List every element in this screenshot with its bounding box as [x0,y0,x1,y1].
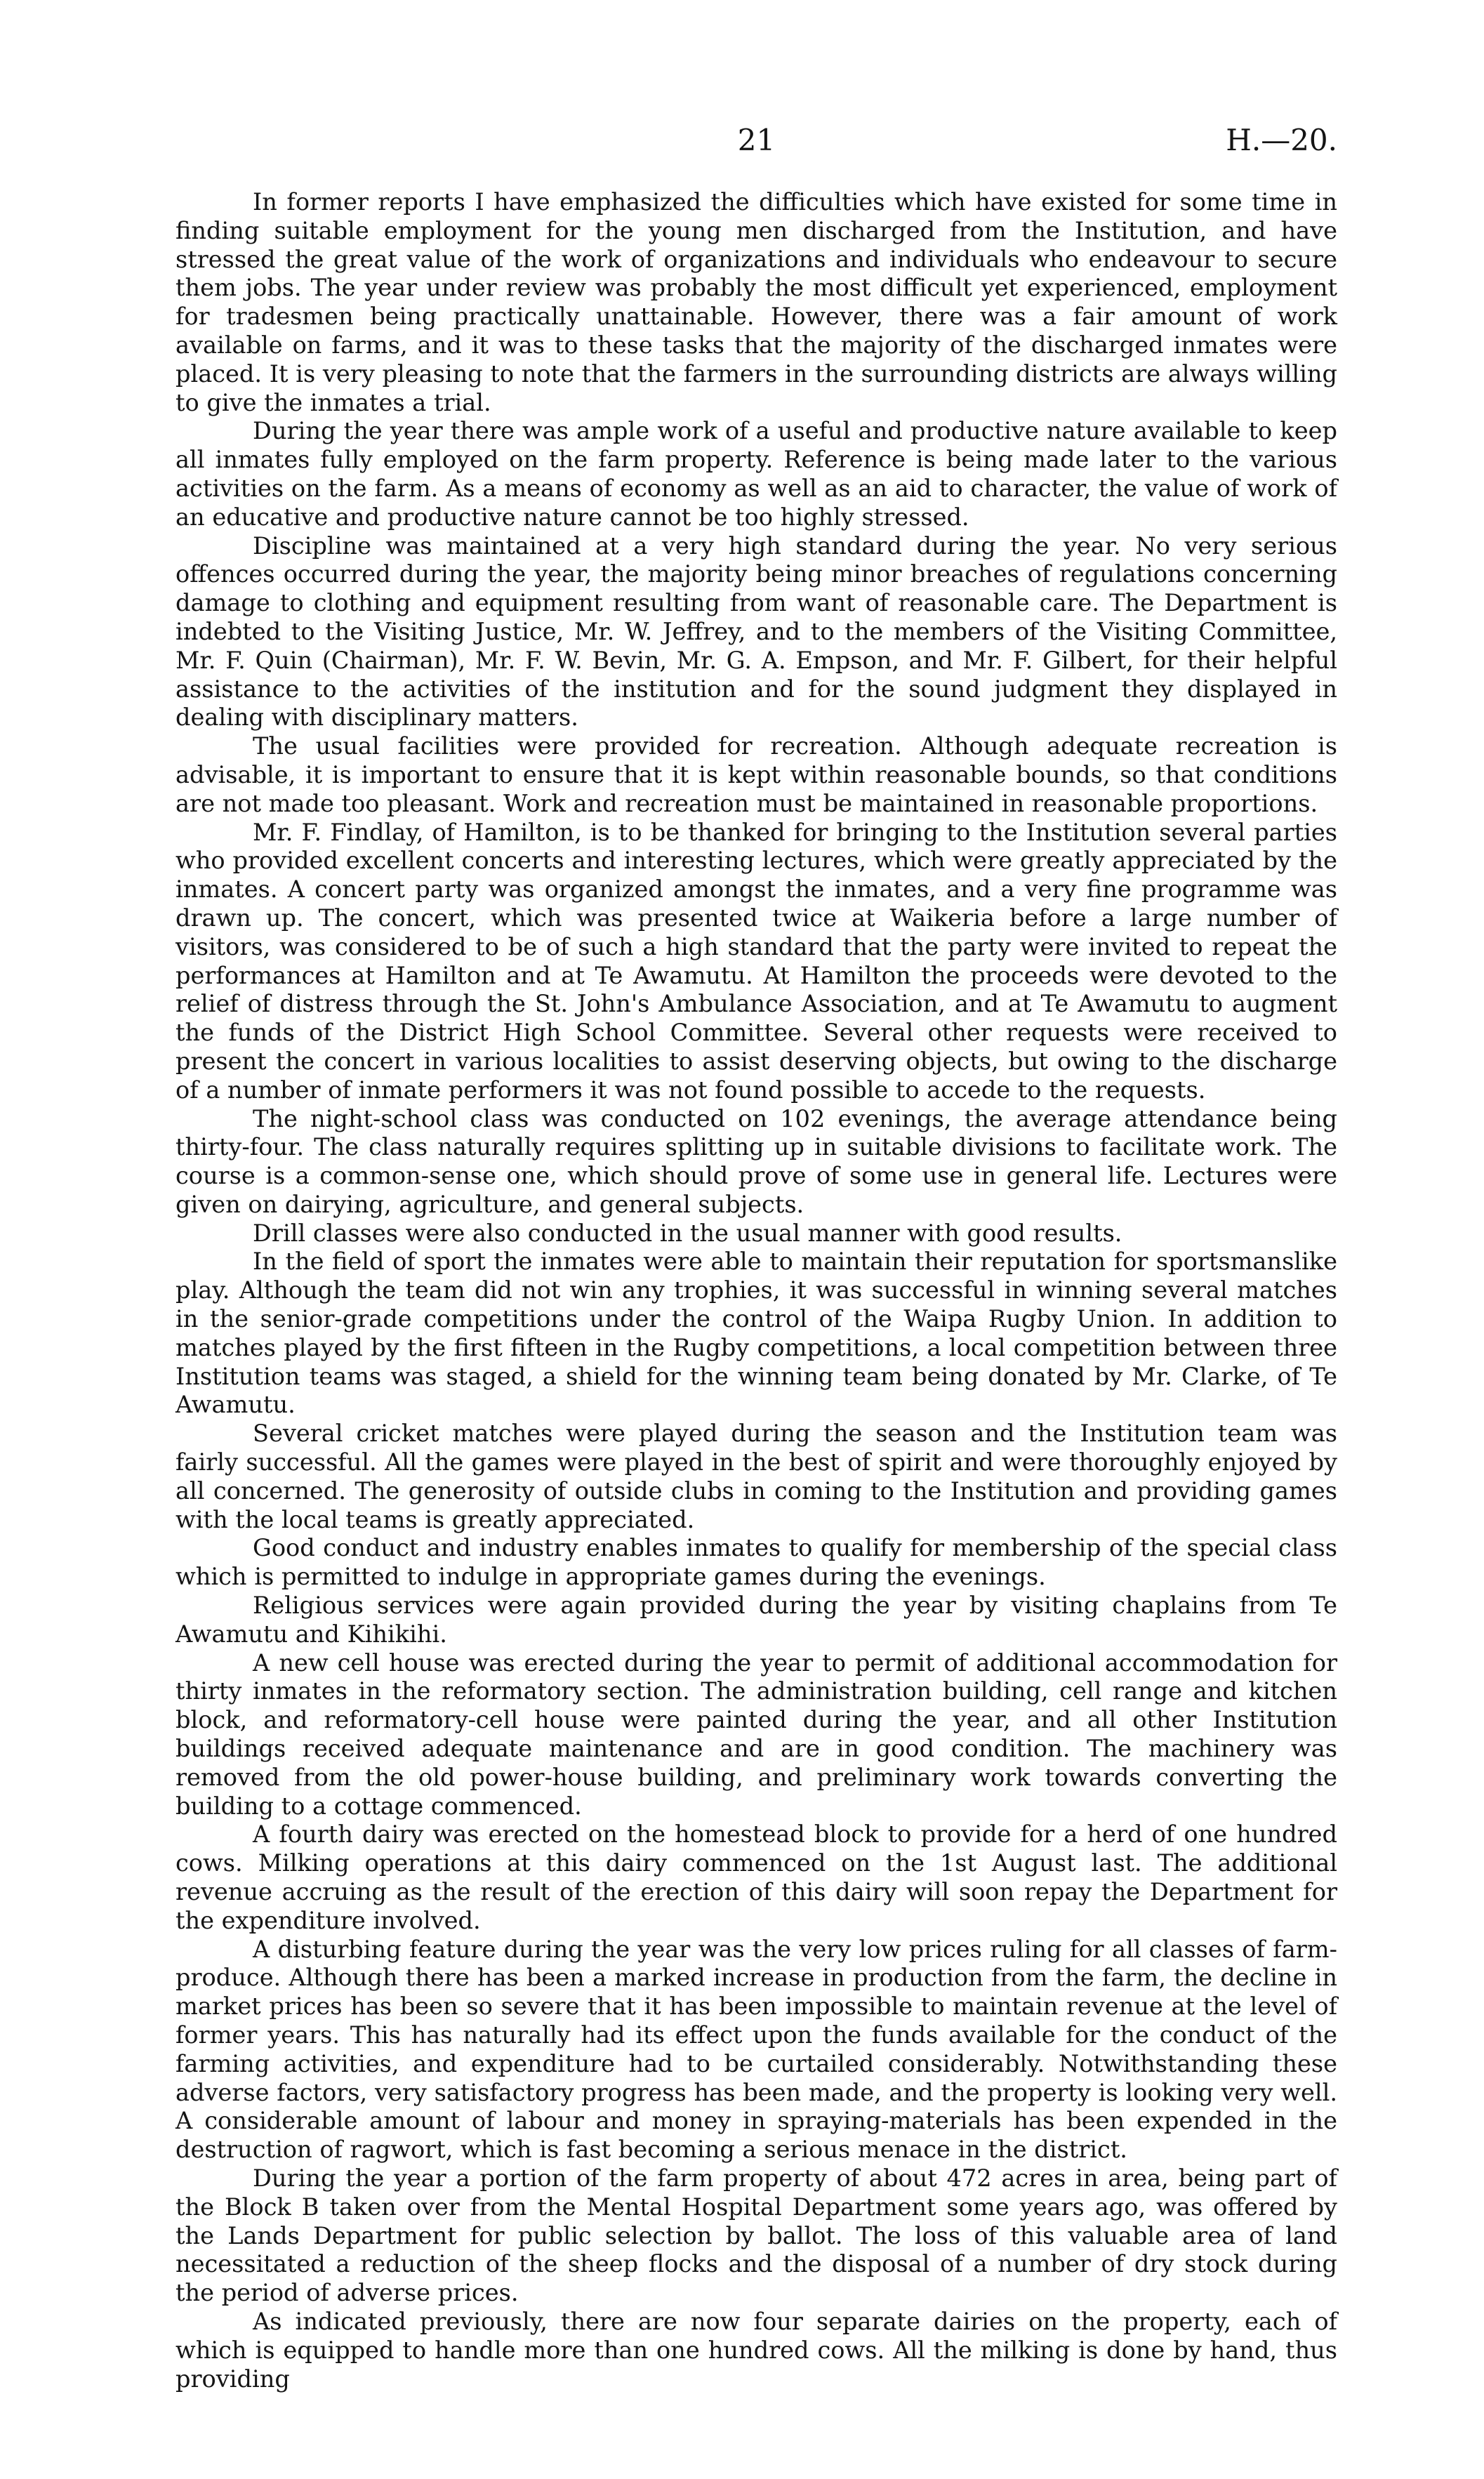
paragraph-drill: Drill classes were also conducted in the usual manner with good results. [253,1219,1122,1247]
paragraph-cell-house: A new cell house was erected during the year to permit of additional accommodation for thirty inmates in the reformatory section. The administration building, cell range and kitchen block, and reformatory-cell house were painted during the year, and all other Institution buildings received adequate maintenance and are in good condition. The machinery was removed from the old power-house building, and preliminary work towards converting the building to a cottage commenced. [175,1648,1337,1820]
paragraph-recreation: The usual facilities were provided for recreation. Although adequate recreation is advisable, it is important to ensure that it is kept within reasonable bounds, so that conditions are not made too pleasant. Work and recreation must be maintained in reasonable proportions. [175,732,1337,817]
body-text [175,188,1337,2393]
paragraph-fourth-dairy: A fourth dairy was erected on the homestead block to provide for a herd of one hundred cows. Milking operations at this dairy commenced on the 1st August last. The additional revenue accruing as the result of the erection of this dairy will soon repay the Department for the expenditure involved. [175,1820,1337,1934]
page-header [175,119,1337,161]
paragraph-employment: In former reports I have emphasized the difficulties which have existed for some time in finding suitable employment for the young men discharged from the Institution, and have stressed the great value of the work of organizations and individuals who endeavour to secure them jobs. The year under review was probably the most difficult yet experienced, employment for tradesmen being practically unattainable. However, there was a fair amount of work available on farms, and it was to these tasks that the majority of the discharged inmates were placed. It is very pleasing to note that the farmers in the surrounding districts are always willing to give the inmates a trial. [175,188,1337,416]
paragraph-special-class: Good conduct and industry enables inmates to qualify for membership of the special class which is permitted to indulge in appropriate games during the evenings. [175,1534,1337,1591]
paragraph-concerts: Mr. F. Findlay, of Hamilton, is to be thanked for bringing to the Institution several parties who provided excellent concerts and interesting lectures, which were greatly appreciated by the inmates. A concert party was organized amongst the inmates, and a very fine programme was drawn up. The concert, which was presented twice at Waikeria before a large number of visitors, was considered to be of such a high standard that the party were invited to repeat the performances at Hamilton and at Te Awamutu. At Hamilton the proceeds were devoted to the relief of distress through the St. John's Ambulance Association, and at Te Awamutu to augment the funds of the District High School Committee. Several other requests were received to present the concert in various localities to assist deserving objects, but owing to the discharge of a number of inmate performers it was not found possible to accede to the requests. [175,818,1337,1104]
paragraph-night-school: The night-school class was conducted on 102 evenings, the average attendance being thirty-four. The class naturally requires splitting up in suitable divisions to facilitate work. The course is a common-sense one, which should prove of some use in general life. Lectures were given on dairying, agriculture, and general subjects. [175,1104,1337,1218]
document-reference: H.—20. [1226,123,1337,157]
paragraph-discipline: Discipline was maintained at a very high standard during the year. No very serious offences occurred during the year, the majority being minor breaches of regulations concerning damage to clothing and equipment resulting from want of reasonable care. The Department is indebted to the Visiting Justice, Mr. W. Jeffrey, and to the members of the Visiting Committee, Mr. F. Quin (Chairman), Mr. F. W. Bevin, Mr. G. A. Empson, and Mr. F. Gilbert, for their helpful assistance to the activities of the institution and for the sound judgment they displayed in dealing with disciplinary matters. [175,531,1337,732]
paragraph-farm-work: During the year there was ample work of a useful and productive nature available to keep all inmates fully employed on the farm property. Reference is being made later to the various activities on the farm. As a means of economy as well as an aid to character, the value of work of an educative and productive nature cannot be too highly stressed. [175,417,1337,531]
paragraph-dairies: As indicated previously, there are now four separate dairies on the property, each of which is equipped to handle more than one hundred cows. All the milking is done by hand, thus providing [175,2307,1337,2393]
paragraph-low-prices: A disturbing feature during the year was the very low prices ruling for all classes of farm-produce. Although there has been a marked increase in production from the farm, the decline in market prices has been so severe that it has been impossible to maintain revenue at the level of former years. This has naturally had its effect upon the funds available for the conduct of the farming activities, and expenditure had to be curtailed considerably. Notwithstanding these adverse factors, very satisfactory progress has been made, and the property is looking very well. A considerable amount of labour and money in spraying-materials has been expended in the destruction of ragwort, which is fast becoming a serious menace in the district. [175,1935,1337,2164]
paragraph-land-ballot: During the year a portion of the farm property of about 472 acres in area, being part of the Block B taken over from the Mental Hospital Department some years ago, was offered by the Lands Department for public selection by ballot. The loss of this valuable area of land necessitated a reduction of the sheep flocks and the disposal of a number of dry stock during the period of adverse prices. [175,2164,1337,2307]
paragraph-cricket: Several cricket matches were played during the season and the Institution team was fairly successful. All the games were played in the best of spirit and were thoroughly enjoyed by all concerned. The generosity of outside clubs in coming to the Institution and providing games with the local teams is greatly appreciated. [175,1420,1337,1533]
paragraph-religious-services: Religious services were again provided during the year by visiting chaplains from Te Awamutu and Kihikihi. [175,1592,1337,1648]
page-number: 21 [737,123,776,157]
paragraph-sport: In the field of sport the inmates were able to maintain their reputation for sportsmanslike play. Although the team did not win any trophies, it was successful in winning several matches in the senior-grade competitions under the control of the Waipa Rugby Union. In addition to matches played by the first fifteen in the Rugby competitions, a local competition between three Institution teams was staged, a shield for the winning team being donated by Mr. Clarke, of Te Awamutu. [175,1248,1337,1419]
